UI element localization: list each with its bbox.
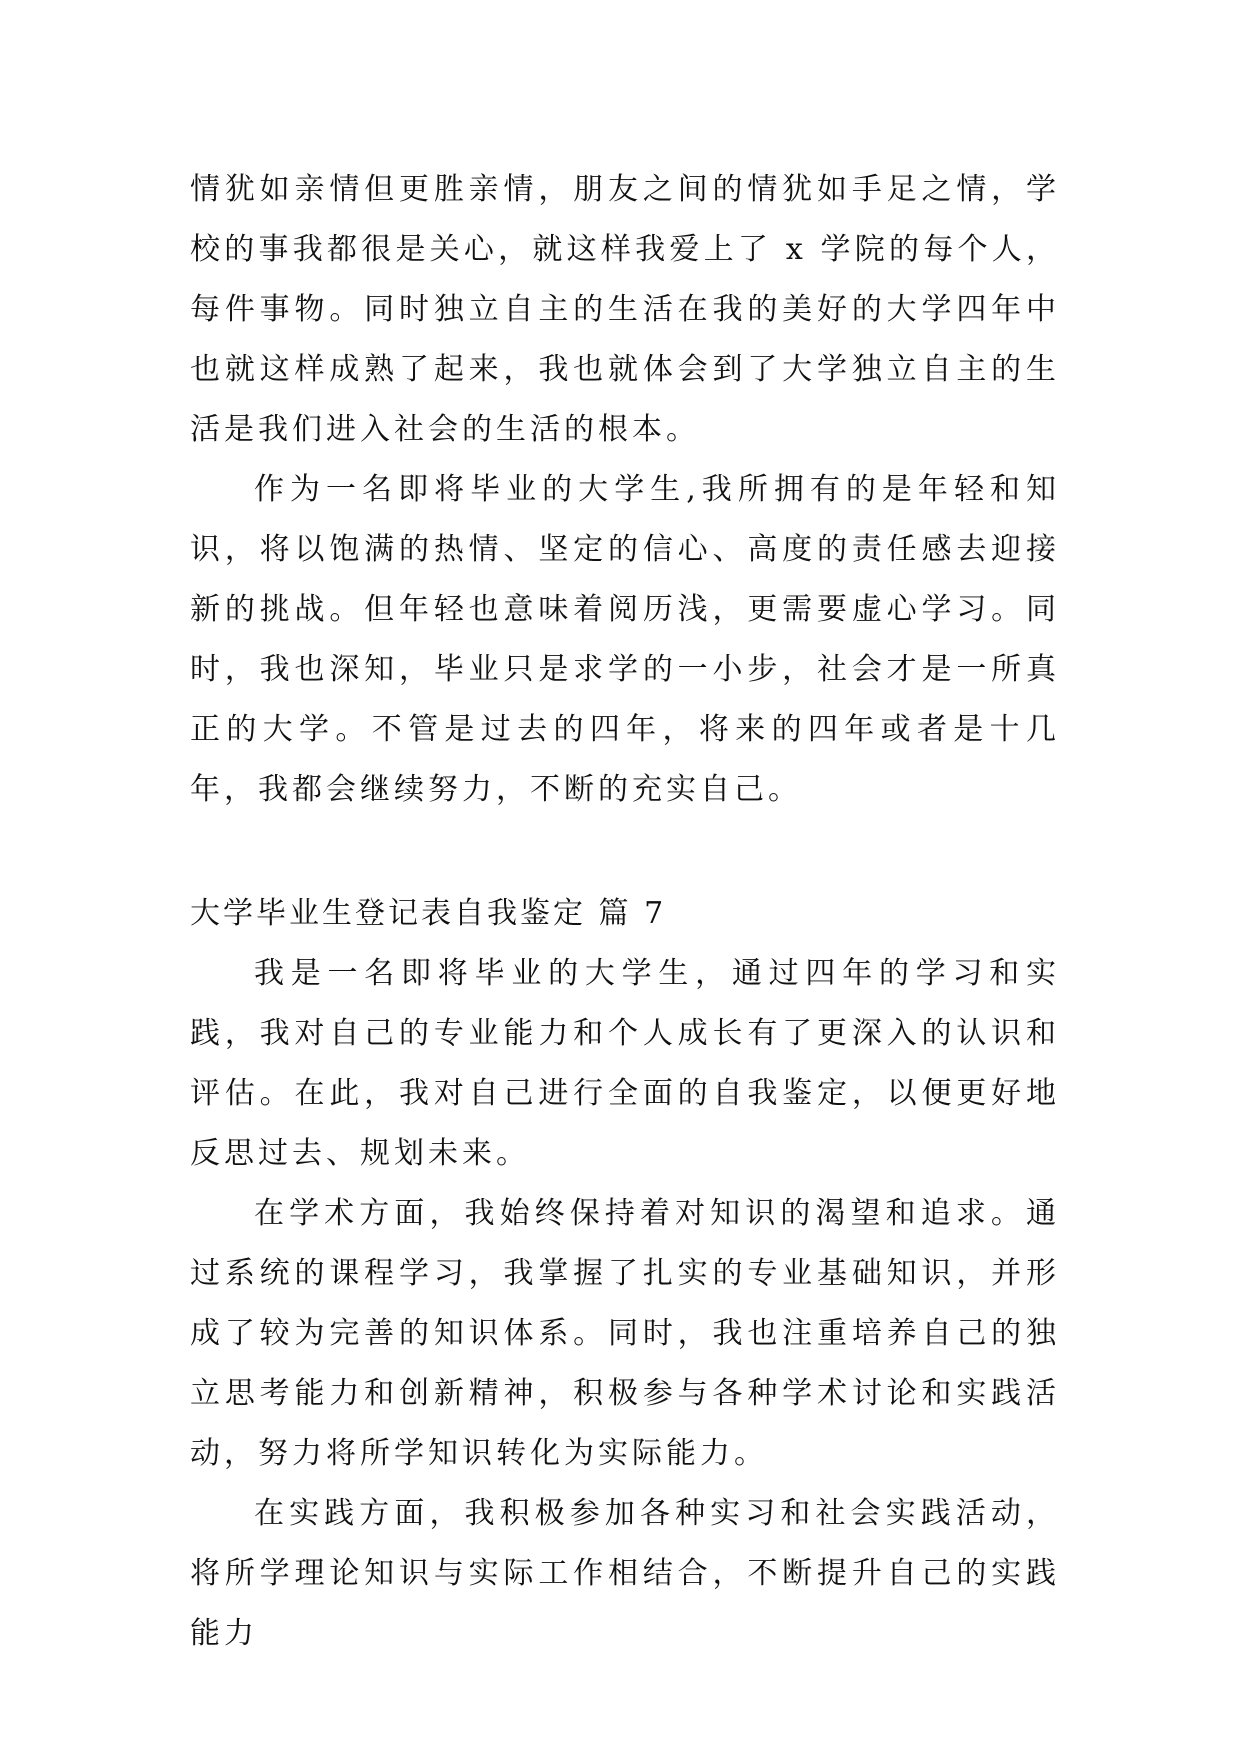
paragraph-practice: 在实践方面，我积极参加各种实习和社会实践活动，将所学理论知识与实际工作相结合，不断提升自己的实践能力 [190, 1496, 1060, 1651]
document-body [190, 160, 1060, 1664]
paragraph-continued: 情犹如亲情但更胜亲情，朋友之间的情犹如手足之情，学校的事我都很是关心，就这样我爱上了 x 学院的每个人，每件事物。同时独立自主的生活在我的美好的大学四年中也就这样成熟了起来，我也就体会到了大学独立自主的生活是我们进入社会的生活的根本。 [190, 172, 1060, 447]
paragraph-introduction: 我是一名即将毕业的大学生，通过四年的学习和实践，我对自己的专业能力和个人成长有了更深入的认识和评估。在此，我对自己进行全面的自我鉴定，以便更好地反思过去、规划未来。 [190, 956, 1060, 1171]
paragraph-graduate-outlook: 作为一名即将毕业的大学生,我所拥有的是年轻和知识，将以饱满的热情、坚定的信心、高度的责任感去迎接新的挑战。但年轻也意味着阅历浅，更需要虚心学习。同时，我也深知，毕业只是求学的一小步，社会才是一所真正的大学。不管是过去的四年，将来的四年或者是十几年，我都会继续努力，不断的充实自己。 [190, 472, 1060, 807]
section-heading: 大学毕业生登记表自我鉴定 篇 7 [190, 896, 667, 931]
paragraph-academic: 在学术方面，我始终保持着对知识的渴望和追求。通过系统的课程学习，我掌握了扎实的专业基础知识，并形成了较为完善的知识体系。同时，我也注重培养自己的独立思考能力和创新精神，积极参与各种学术讨论和实践活动，努力将所学知识转化为实际能力。 [190, 1196, 1060, 1471]
